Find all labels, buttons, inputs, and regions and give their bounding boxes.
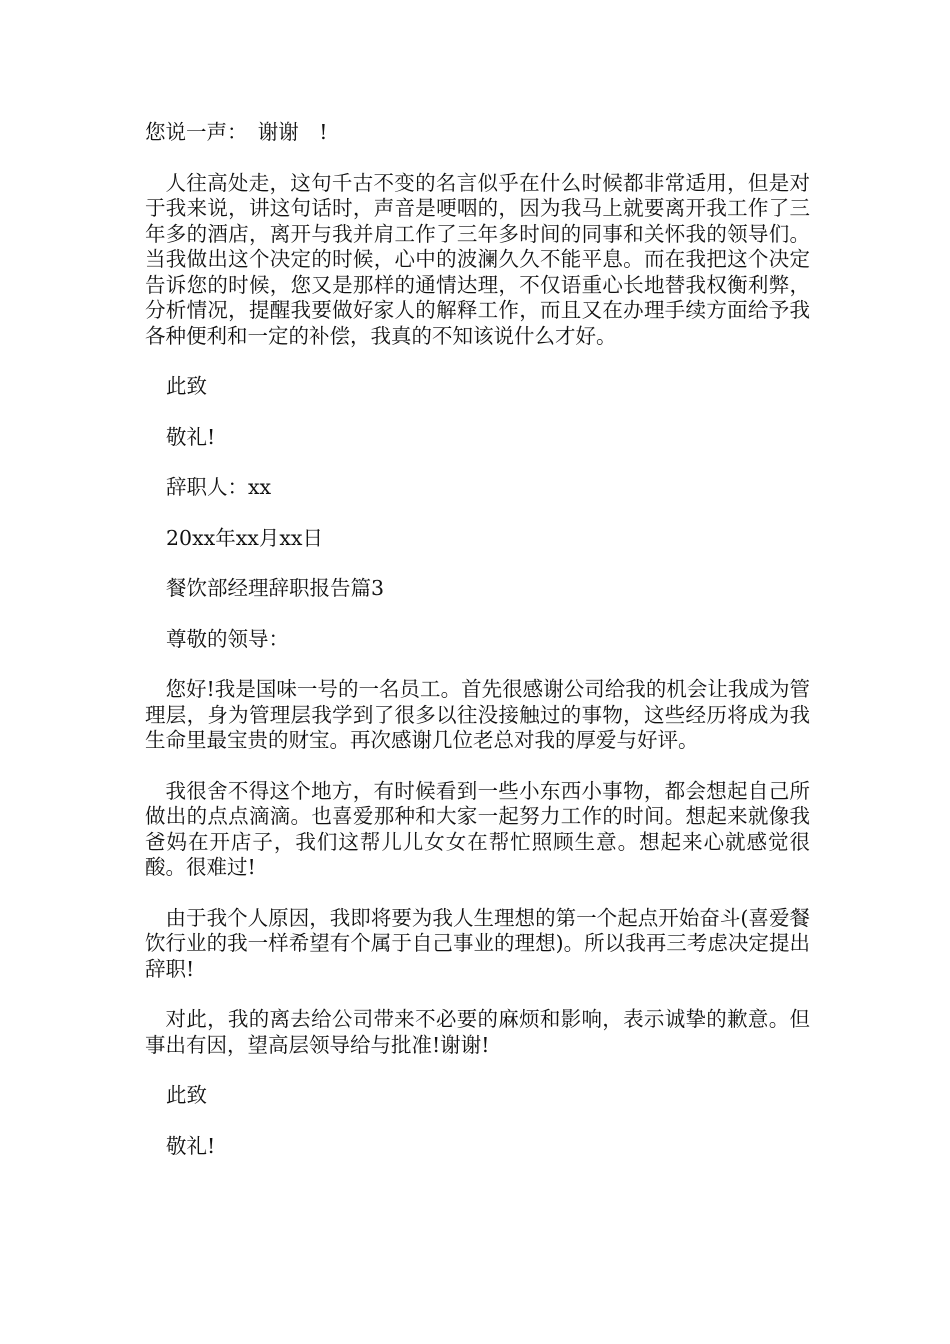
salutation-jingli: 敬礼! xyxy=(166,424,216,449)
body-paragraph: 由于我个人原因，我即将要为我人生理想的第一个起点开始奋斗(喜爱餐饮行业的我一样希望有个属于自己事业的理想)。所以我再三考虑决定提出辞职! xyxy=(145,905,810,981)
signature-name: 辞职人：xx xyxy=(166,475,272,499)
letter-greeting: 尊敬的领导： xyxy=(166,626,289,651)
body-paragraph: 人往高处走，这句千古不变的名言似乎在什么时候都非常适用，但是对于我来说，讲这句话时，声音是哽咽的，因为我马上就要离开我工作了三年多的酒店，离开与我并肩工作了三年多时间的同事和关怀我的领导们。当我做出这个决定的时候，心中的波澜久久不能平息。而在我把这个决定告诉您的时候，您又是那样的通情达理，不仅语重心长地替我权衡利弊，分析情况，提醒我要做好家人的解释工作，而且又在办理手续方面给予我各种便利和一定的补偿，我真的不知该说什么才好。 xyxy=(145,170,810,348)
section-title: 餐饮部经理辞职报告篇3 xyxy=(166,576,385,600)
body-paragraph: 我很舍不得这个地方，有时候看到一些小东西小事物，都会想起自己所做出的点点滴滴。也喜爱那种和大家一起努力工作的时间。想起来就像我爸妈在开店子，我们这帮儿儿女女在帮忙照顾生意。想起来心就感觉很酸。很难过! xyxy=(145,778,810,879)
closing-thanks-line: 您说一声： 谢谢 ! xyxy=(145,120,328,144)
document-body xyxy=(145,120,810,1184)
body-paragraph: 对此，我的离去给公司带来不必要的麻烦和影响，表示诚挚的歉意。但事出有因，望高层领导给与批准!谢谢! xyxy=(145,1007,810,1057)
salutation-cizhi: 此致 xyxy=(166,374,207,398)
salutation-jingli: 敬礼! xyxy=(166,1133,216,1158)
body-paragraph: 您好!我是国味一号的一名员工。首先很感谢公司给我的机会让我成为管理层，身为管理层我学到了很多以往没接触过的事物，这些经历将成为我生命里最宝贵的财宝。再次感谢几位老总对我的厚爱与好评。 xyxy=(145,677,810,752)
salutation-cizhi: 此致 xyxy=(166,1083,207,1107)
signature-date: 20xx年xx月xx日 xyxy=(166,525,323,550)
